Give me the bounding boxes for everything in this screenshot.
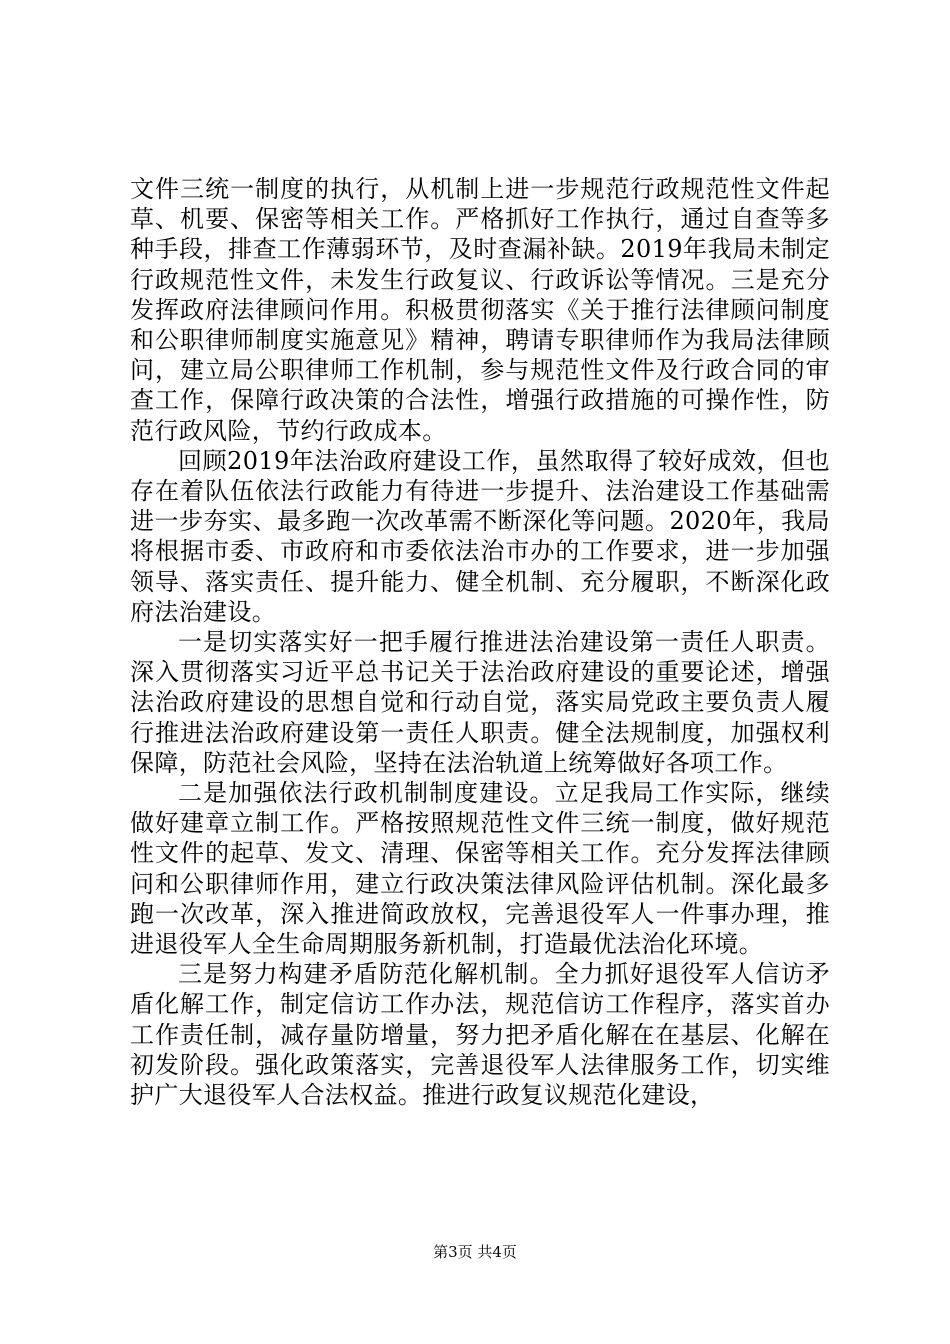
paragraph-4: 二是加强依法行政机制制度建设。立足我局工作实际，继续做好建章立制工作。严格按照规范性文件三统一制度，做好规范性文件的起草、发文、清理、保密等相关工作。充分发挥法律顾问和公职律师作用，建立行政决策法律风险评估机制。深化最多跑一次改革，深入推进简政放权，完善退役军人一件事办理，推进退役军人全生命周期服务新机制，打造最优法治化环境。 [130, 779, 830, 959]
paragraph-5: 三是努力构建矛盾防范化解机制。全力抓好退役军人信访矛盾化解工作，制定信访工作办法，规范信访工作程序，落实首办工作责任制，减存量防增量，努力把矛盾化解在在基层、化解在初发阶段。强化政策落实，完善退役军人法律服务工作，切实维护广大退役军人合法权益。推进行政复议规范化建设， [130, 960, 830, 1110]
page-number-label: 第3页 共4页 [433, 1243, 517, 1261]
paragraph-2: 回顾2019年法治政府建设工作，虽然取得了较好成效，但也存在着队伍依法行政能力有待进一步提升、法治建设工作基础需进一步夯实、最多跑一次改革需不断深化等问题。2020年，我局将根据市委、市政府和市委依法治市办的工作要求，进一步加强领导、落实责任、提升能力、健全机制、充分履职，不断深化政府法治建设。 [130, 446, 830, 626]
page-footer [0, 1242, 950, 1262]
document-body [130, 174, 830, 1110]
paragraph-1: 文件三统一制度的执行，从机制上进一步规范行政规范性文件起草、机要、保密等相关工作。严格抓好工作执行，通过自查等多种手段，排查工作薄弱环节，及时查漏补缺。2019年我局未制定行政规范性文件，未发生行政复议、行政诉讼等情况。三是充分发挥政府法律顾问作用。积极贯彻落实《关于推行法律顾问制度和公职律师制度实施意见》精神，聘请专职律师作为我局法律顾问，建立局公职律师工作机制，参与规范性文件及行政合同的审查工作，保障行政决策的合法性，增强行政措施的可操作性，防范行政风险，节约行政成本。 [130, 175, 830, 445]
paragraph-3: 一是切实落实好一把手履行推进法治建设第一责任人职责。深入贯彻落实习近平总书记关于法治政府建设的重要论述，增强法治政府建设的思想自觉和行动自觉，落实局党政主要负责人履行推进法治政府建设第一责任人职责。健全法规制度，加强权利保障，防范社会风险，坚持在法治轨道上统筹做好各项工作。 [130, 628, 830, 777]
